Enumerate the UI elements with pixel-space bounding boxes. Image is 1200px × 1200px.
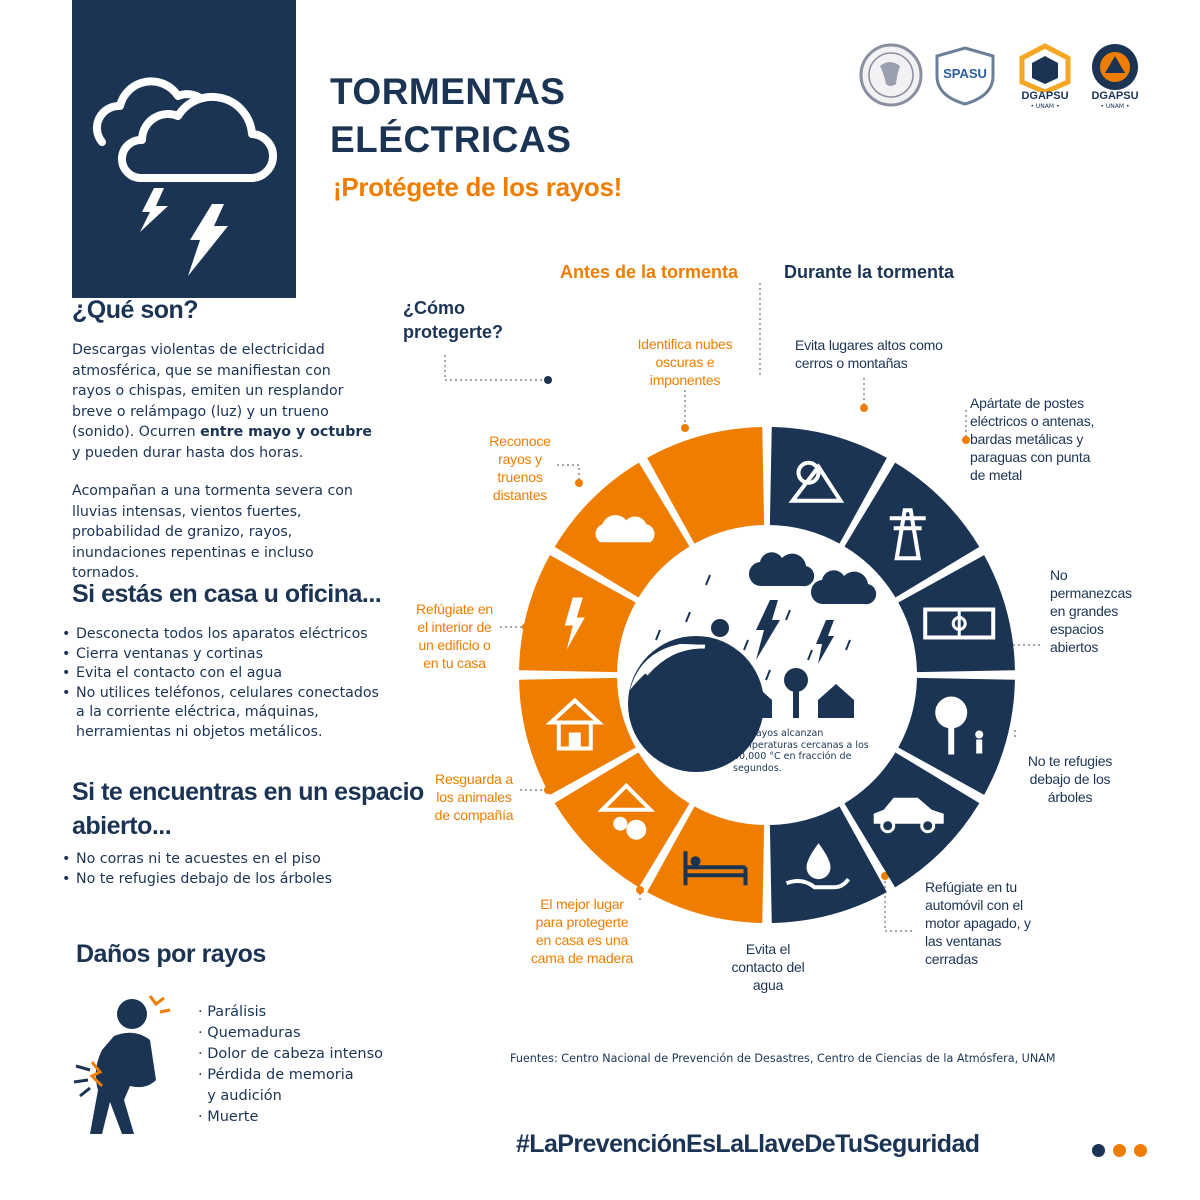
title-line-1: TORMENTAS: [330, 71, 566, 112]
que-son-text-a: Descargas violentas de electricidad atmosférica, que se manifiestan con rayos o chispas, emiten un resplandor breve o relámpago (luz) y un trueno (sonido). Ocurren: [72, 342, 344, 440]
list-item: • Cierra ventanas y cortinas: [62, 645, 382, 665]
hashtag: #LaPrevenciónEsLaLlaveDeTuSeguridad: [516, 1130, 980, 1158]
pc-logo-text: DGAPSU: [1091, 90, 1139, 102]
antes-heading: Antes de la tormenta: [560, 262, 739, 282]
center-text: Los rayos alcanzan temperaturas cercanas a los 30,000 °C en fracción de segundos.: [733, 728, 869, 774]
label-altos: Evita lugares altos como cerros o montañas: [795, 337, 943, 371]
label-resguarda: Resguarda a los animales de compañía: [434, 771, 514, 823]
list-item: · Parálisis: [198, 1004, 267, 1020]
sources-text: Fuentes: Centro Nacional de Prevención de Desastres, Centro de Ciencias de la Atmósfera, UNAM: [510, 1052, 1056, 1065]
abierto-heading-line-2: abierto...: [72, 812, 172, 840]
label-refugiate-edificio: Refúgiate en el interior de un edificio o en tu casa: [416, 601, 493, 671]
pc-logo-unam: • UNAM •: [1100, 103, 1130, 110]
list-item: · Pérdida de memoria: [198, 1067, 354, 1083]
durante-heading: Durante la tormenta: [784, 262, 955, 282]
label-espacios: No permanezcas en grandes espacios abiertos: [1050, 567, 1132, 655]
label-arboles: No te refugies debajo de los árboles: [1027, 753, 1113, 805]
title-line-2: ELÉCTRICAS: [330, 119, 572, 160]
pager-dot: [1092, 1144, 1105, 1157]
list-item: · Dolor de cabeza intenso: [198, 1046, 383, 1062]
list-item: • Desconecta todos los aparatos eléctricos: [62, 625, 382, 645]
label-reconoce: Reconoce rayos y truenos distantes: [489, 433, 551, 503]
label-postes: Apártate de postes eléctricos o antenas, bardas metálicas y paraguas con punta de metal: [970, 395, 1095, 483]
label-cama: El mejor lugar para protegerte en casa es una cama de madera: [530, 896, 634, 966]
dgapsu-logo-unam: • UNAM •: [1030, 103, 1060, 110]
page-subtitle: ¡Protégete de los rayos!: [333, 172, 622, 202]
que-son-text-b: y pueden durar hasta dos horas.: [72, 444, 304, 461]
list-item: • No te refugies debajo de los árboles: [62, 870, 382, 890]
que-son-heading: ¿Qué son?: [72, 296, 199, 324]
list-item: • No corras ni te acuestes en el piso: [62, 850, 382, 870]
list-item: y audición: [198, 1088, 282, 1104]
label-agua: Evita el contacto del agua: [731, 941, 805, 993]
list-item: · Muerte: [198, 1109, 259, 1125]
pager-dot: [1134, 1144, 1147, 1157]
spasu-logo-text: SPASU: [943, 66, 987, 81]
abierto-heading-line-1: Si te encuentras en un espacio: [72, 778, 424, 806]
list-item: • No utilices teléfonos, celulares conectados a la corriente eléctrica, máquinas, herramientas ni objetos metálicos.: [62, 684, 382, 743]
list-item: · Quemaduras: [198, 1025, 301, 1041]
como-heading: ¿Cómo protegerte?: [403, 298, 504, 342]
que-son-paragraph-2: Acompañan a una tormenta severa con lluvias intensas, vientos fuertes, probabilidad de granizo, rayos, inundaciones repentinas e incluso tornados.: [72, 483, 353, 581]
list-item: • Evita el contacto con el agua: [62, 664, 382, 684]
label-identifica: Identifica nubes oscuras e imponentes: [637, 336, 733, 388]
danos-heading: Daños por rayos: [76, 940, 266, 968]
dgapsu-logo-text: DGAPSU: [1021, 90, 1069, 102]
pager-dot: [1113, 1144, 1126, 1157]
casa-heading: Si estás en casa u oficina...: [72, 580, 382, 608]
que-son-text-bold: entre mayo y octubre: [200, 424, 372, 440]
label-auto: Refúgiate en tu automóvil con el motor apagado, y las ventanas cerradas: [925, 879, 1031, 967]
